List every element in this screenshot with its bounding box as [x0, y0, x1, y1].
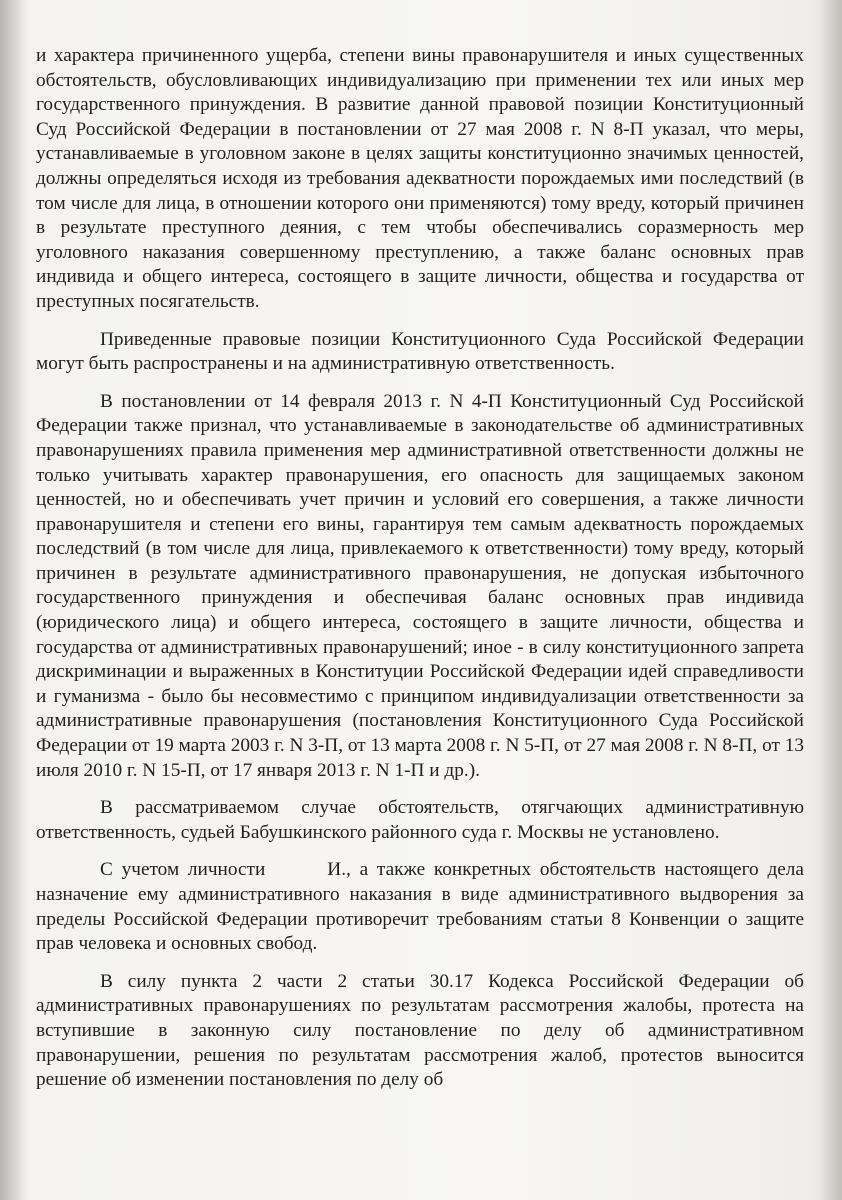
paragraph-2: Приведенные правовые позиции Конституционного Суда Российской Федерации могут быть распространены и на административную ответственность. — [36, 328, 804, 375]
paragraph-4: В рассматриваемом случае обстоятельств, отягчающих административную ответственность, судьей Бабушкинского районного суда г. Москвы не установлено. — [36, 797, 804, 843]
paragraph-1: и характера причиненного ущерба, степени вины правонарушителя и иных существенных обстоятельств, обусловливающих индивидуализацию при применении тех или иных мер государственного принуждения. В развитие данной правовой позиции Конституционный Суд Российской Федерации в постановлении от 27 мая 2008 г. N 8-П указал, что меры, устанавливаемые в уголовном законе в целях защиты конституционно значимых ценностей, должны определяться исходя из требования адекватности порождаемых ими последствий (в том числе для лица, в отношении которого они применяются) тому вреду, который причинен в результате преступного деяния, с тем чтобы обеспечивались соразмерность мер уголовного наказания совершенному преступлению, а также баланс основных прав индивида и общего интереса, состоящего в защите личности, общества и государства от преступных посягательств. — [36, 45, 804, 312]
document-body — [36, 44, 804, 1106]
paragraph-3: В постановлении от 14 февраля 2013 г. N 4-П Конституционный Суд Российской Федерации также признал, что устанавливаемые в законодательстве об административных правонарушениях правила применения мер административной ответственности должны не только учитывать характер правонарушения, его опасность для защищаемых законом ценностей, но и обеспечивать учет причин и условий его совершения, а также личности правонарушителя и степени его вины, гарантируя тем самым адекватность порождаемых последствий (в том числе для лица, привлекаемого к ответственности) тому вреду, который причинен в результате административного правонарушения, не допуская избыточного государственного принуждения и обеспечивая баланс основных прав индивида (юридического лица) и общего интереса, состоящего в защите личности, общества и государства от административных правонарушений; иное - в силу конституционного запрета дискриминации и выраженных в Конституции Российской Федерации идей справедливости и гуманизма - было бы несовместимо с принципом индивидуализации ответственности за административные правонарушения (постановления Конституционного Суда Российской Федерации от 19 марта 2003 г. N 3-П, от 13 марта 2008 г. N 5-П, от 27 мая 2008 г. N 8-П, от 13 июля 2010 г. N 15-П, от 17 января 2013 г. N 1-П и др.). — [36, 390, 804, 781]
paragraph-5 — [36, 858, 804, 956]
page-fold-shadow — [0, 0, 30, 1200]
page-edge-shadow — [820, 0, 842, 1200]
paragraph-5-rest: И., а также конкретных обстоятельств настоящего дела назначение ему административного наказания в виде административного выдворения за пределы Российской Федерации противоречит требованиям статьи 8 Конвенции о защите прав человека и основных свобод. — [36, 859, 804, 955]
paragraph-6: В силу пункта 2 части 2 статьи 30.17 Кодекса Российской Федерации об административных правонарушениях по результатам рассмотрения жалобы, протеста на вступившие в законную силу постановление по делу об административном правонарушении, решения по результатам рассмотрения жалоб, протестов выносится решение об изменении постановления по делу об — [36, 970, 804, 1091]
paragraph-5-start: С учетом личности — [100, 859, 266, 881]
